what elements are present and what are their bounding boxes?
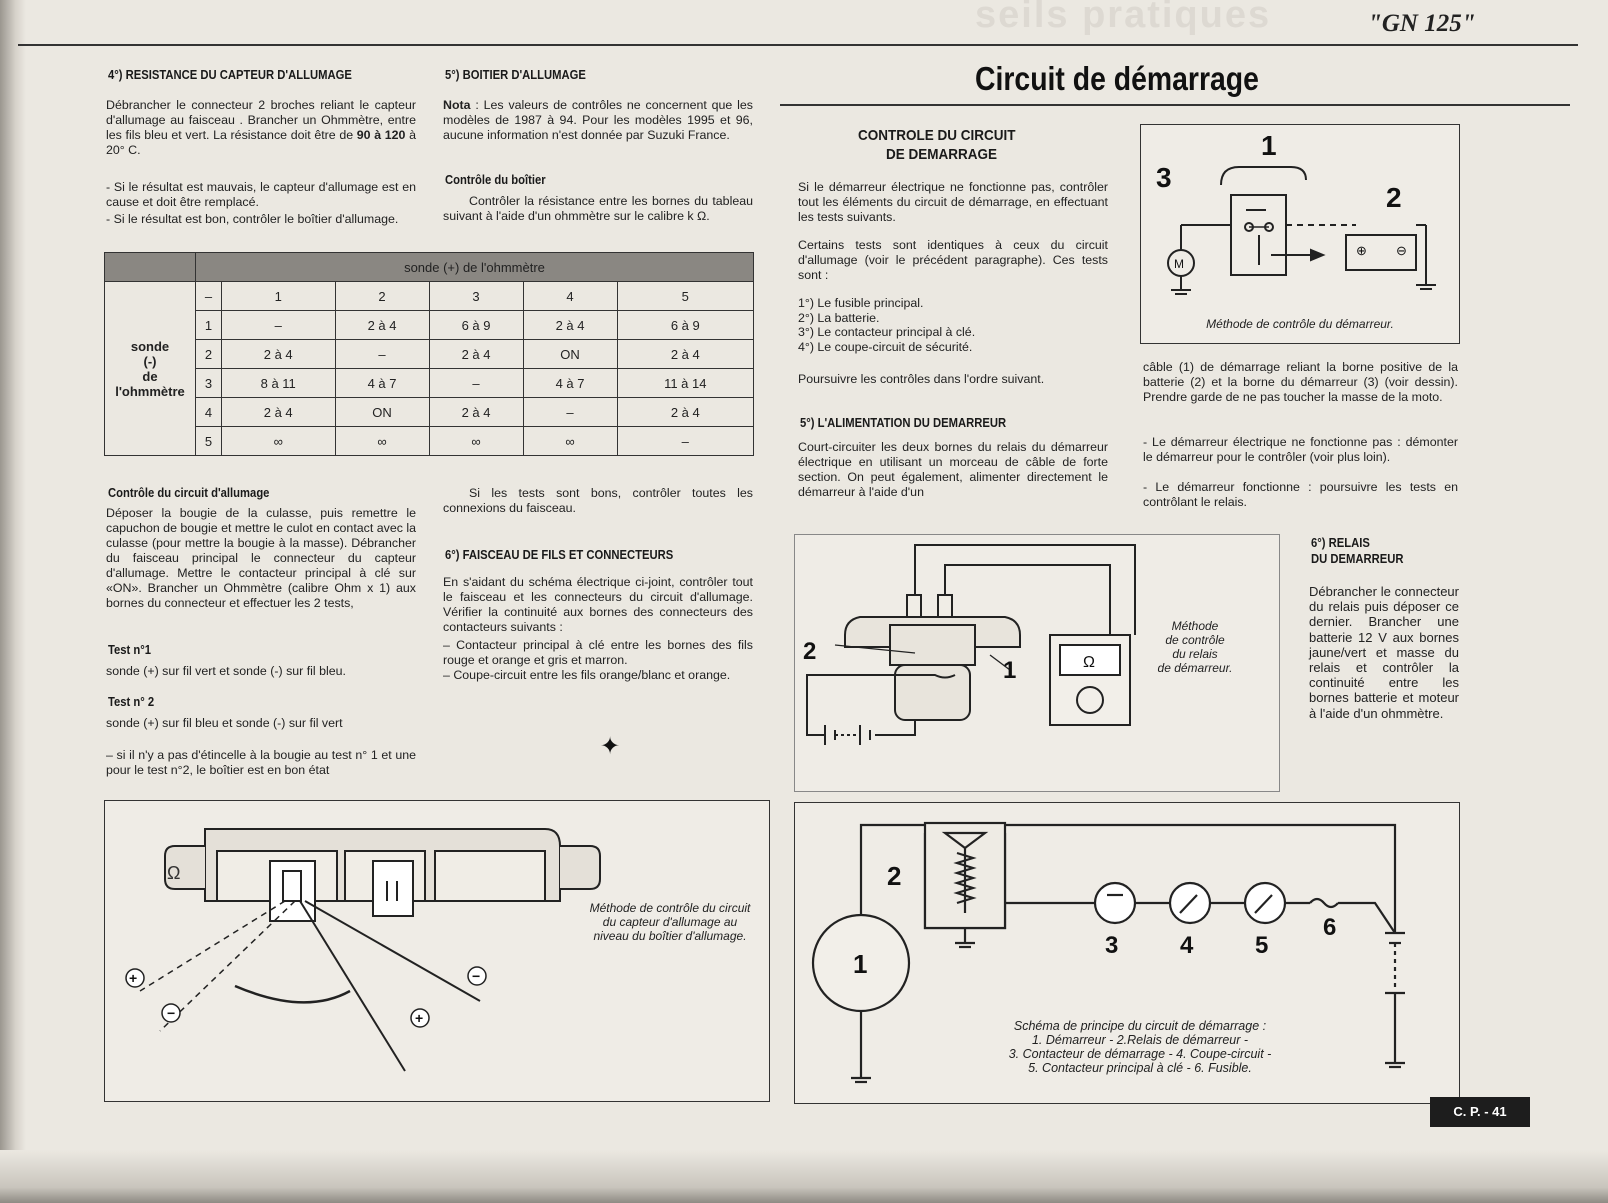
header-rule: [18, 44, 1578, 46]
sec4-p1-bold: 90 à 120: [356, 128, 406, 142]
demarreur-nf-paragraph: - Le démarreur électrique ne fonctionne pas : démonter le démarreur pour le contrôler (voir plus loin).: [1143, 435, 1458, 464]
sec4-heading: 4°) RESISTANCE DU CAPTEUR D'ALLUMAGE: [108, 68, 352, 82]
ctrl-list-item: 2°) La batterie.: [798, 310, 880, 325]
figure-boitier-caption: Méthode de contrôle du circuit du capteur d'allumage au niveau du boîtier d'allumage.: [589, 901, 751, 943]
test2-text: sonde (+) sur fil bleu et sonde (-) sur fil vert: [106, 716, 343, 730]
table-cell: ∞: [523, 427, 617, 456]
sec4-paragraph-1: [106, 98, 416, 158]
figure-demarreur: [1140, 124, 1460, 344]
table-cell: 6 à 9: [429, 311, 523, 340]
table-top-header: sonde (+) de l'ohmmètre: [196, 253, 754, 282]
page-number-badge: C. P. - 41: [1430, 1097, 1530, 1127]
table-cell: 2 à 4: [335, 311, 429, 340]
table-row: [105, 398, 754, 427]
resistance-table: [104, 252, 754, 456]
table-cell: 11 à 14: [617, 369, 753, 398]
ctrl-paragraph-3: Poursuivre les contrôles dans l'ordre suivant.: [798, 372, 1045, 386]
sec5-paragraph: Contrôler la résistance entre les bornes du tableau suivant à l'aide d'un ohmmètre sur le calibre k Ω.: [443, 194, 753, 223]
side-header-line-4: l'ohmmètre: [115, 383, 185, 399]
table-cell: 2 à 4: [523, 311, 617, 340]
table-cell: –: [335, 340, 429, 369]
sec5-nota: [443, 98, 753, 143]
sec5-heading: 5°) BOITIER D'ALLUMAGE: [445, 68, 586, 82]
schema-label-3: 3: [1105, 932, 1119, 959]
alimentation-paragraph: Court-circuiter les deux bornes du relais du démarreur électrique en utilisant un morceau de câble de forte section. On peut également, alimenter directement le démarreur à l'aide d'un: [798, 440, 1108, 499]
table-side-header: [105, 282, 196, 456]
col-header: 4: [523, 282, 617, 311]
sec6-paragraph-3: – Coupe-circuit entre les fils orange/blanc et orange.: [443, 668, 731, 682]
table-row: [105, 369, 754, 398]
nota-text: : Les valeurs de contrôles ne concernent que les modèles de 1987 à 94. Pour les modèles 1995 et 96, aucune information n'est donnée par Suzuki France.: [443, 98, 753, 142]
ctrl-list-item: 3°) Le contacteur principal à clé.: [798, 325, 976, 339]
table-cell: –: [221, 311, 335, 340]
sec6-paragraph-2: – Contacteur principal à clé entre les bornes des fils rouge et orange et gris et marron.: [443, 638, 753, 667]
svg-text:⊖: ⊖: [1396, 243, 1407, 258]
boitier-illustration: [105, 801, 769, 1101]
ctrl-paragraph-1: Si le démarreur électrique ne fonctionne pas, contrôler tout les éléments du circuit de démarrage, en effectuant les tests suivants.: [798, 180, 1108, 224]
schema-caption-line: Schéma de principe du circuit de démarrage :: [1013, 1019, 1267, 1033]
demarreur-diagram: [1141, 125, 1459, 343]
table-cell: –: [429, 369, 523, 398]
relais-label-1: 1: [1003, 657, 1017, 684]
table-cell: 6 à 9: [617, 311, 753, 340]
table-row: [105, 427, 754, 456]
relais-label-2: 2: [803, 638, 817, 665]
schema-caption-line: 3. Contacteur de démarrage - 4. Coupe-circuit -: [1008, 1047, 1272, 1061]
table-cell: 2 à 4: [617, 340, 753, 369]
relais-caption-line: de démarreur.: [1157, 661, 1233, 675]
svg-text:−: −: [167, 1005, 176, 1021]
circuit-allumage-conclusion: – si il n'y a pas d'étincelle à la bougie au test n° 1 et une pour le test n°2, le boîtier est en bon état: [106, 748, 416, 777]
schema-caption-line: 1. Démarreur - 2.Relais de démarreur -: [1031, 1033, 1249, 1047]
boitier-omega-label: Ω: [167, 863, 181, 883]
table-corner: [105, 253, 196, 282]
side-header-line-3: de: [142, 368, 158, 384]
circuit-allumage-paragraph: Déposer la bougie de la culasse, puis remettre le capuchon de bougie et mettre le culot en contact avec la culasse (pour mettre la bougie à la masse). Débrancher du faisceau principal le connecteur du capteur d'allumage. Mettre le contacteur principal à clé sur «ON». Brancher un Ohmmètre (calibre Ohm x 1) aux bornes du connecteur et effectuer les 2 tests,: [106, 506, 416, 610]
ctrl-list: [798, 296, 1108, 354]
relais-caption-line: du relais: [1172, 647, 1218, 661]
ctrl-heading-line-1: CONTROLE DU CIRCUIT: [858, 127, 1016, 144]
ctrl-list-item: 1°) Le fusible principal.: [798, 296, 924, 310]
title-rule: [780, 104, 1570, 106]
book-spine-shadow: [0, 0, 26, 1203]
col-header: 5: [617, 282, 753, 311]
table-cell: ON: [335, 398, 429, 427]
figure-demarreur-caption: Méthode de contrôle du démarreur.: [1206, 317, 1394, 331]
table-cell: 2 à 4: [429, 398, 523, 427]
schema-label-4: 4: [1180, 932, 1194, 959]
sec6-paragraph-1: En s'aidant du schéma électrique ci-joint, contrôler tout le faisceau et les connecteurs du circuit d'allumage. Vérifier la continuité aux bornes des connecteurs des contacteurs suivants :: [443, 575, 753, 634]
svg-text:+: +: [129, 970, 138, 986]
table-row: [105, 311, 754, 340]
svg-text:−: −: [472, 968, 481, 984]
test1-heading: Test n°1: [108, 643, 152, 657]
page-title: Circuit de démarrage: [975, 60, 1259, 97]
model-name: "GN 125": [1368, 10, 1476, 37]
table-cell: 4 à 7: [335, 369, 429, 398]
table-cell: 8 à 11: [221, 369, 335, 398]
test2-heading: Test n° 2: [108, 695, 155, 709]
cable-paragraph: câble (1) de démarrage reliant la borne positive de la batterie (2) et la borne du démarreur (3) (voir dessin). Prendre garde de ne pas toucher la masse de la moto.: [1143, 360, 1458, 404]
sec4-p1-text: Débrancher le connecteur 2 broches reliant le capteur d'allumage au faisceau . Brancher un Ohmmètre, entre les fils bleu et vert. La résistance doit être de: [106, 98, 416, 142]
sec6-heading: 6°) FAISCEAU DE FILS ET CONNECTEURS: [445, 548, 674, 562]
table-cell: ∞: [335, 427, 429, 456]
col-header: 1: [221, 282, 335, 311]
motor-label: M: [1174, 257, 1184, 271]
relais-heading-line-1: 6°) RELAIS: [1311, 536, 1370, 550]
table-cell: 1: [196, 311, 222, 340]
star-ornament: ✦: [600, 733, 621, 760]
relais-omega: Ω: [1083, 654, 1095, 671]
table-cell: 4 à 7: [523, 369, 617, 398]
schema-caption-line: 5. Contacteur principal à clé - 6. Fusible.: [1028, 1061, 1252, 1075]
table-cell: 4: [196, 398, 222, 427]
relais-paragraph: Débrancher le connecteur du relais puis déposer ce dernier. Brancher une batterie 12 V aux bornes jaune/vert et masse du relais et contrôler la continuité entre les bornes batterie et moteur à l'aide d'un ohmmètre.: [1309, 584, 1459, 721]
figure-relais: [794, 534, 1280, 792]
table-cell: 2 à 4: [617, 398, 753, 427]
table-cell: –: [523, 398, 617, 427]
table-cell: ON: [523, 340, 617, 369]
table-cell: 2 à 4: [429, 340, 523, 369]
side-header-line-2: (-): [143, 353, 157, 369]
alimentation-heading: 5°) L'ALIMENTATION DU DEMARREUR: [800, 416, 1007, 430]
sec4-paragraph-3: - Si le résultat est bon, contrôler le boîtier d'allumage.: [106, 212, 399, 226]
table-cell: ∞: [221, 427, 335, 456]
nota-label: Nota: [443, 98, 471, 112]
table-cell: ∞: [429, 427, 523, 456]
sec4-paragraph-2: - Si le résultat est mauvais, le capteur d'allumage est en cause et doit être remplacé.: [106, 180, 416, 209]
ctrl-heading-line-2: DE DEMARRAGE: [886, 146, 998, 163]
relais-caption-line: Méthode: [1171, 619, 1219, 633]
ghost-header-text: seils pratiques: [975, 0, 1272, 36]
schema-label-2: 2: [887, 861, 902, 891]
relais-heading-line-2: DU DEMARREUR: [1311, 552, 1404, 566]
ctrl-list-item: 4°) Le coupe-circuit de sécurité.: [798, 339, 973, 354]
tests-bons-paragraph: Si les tests sont bons, contrôler toutes les connexions du faisceau.: [443, 486, 753, 515]
svg-text:⊕: ⊕: [1356, 243, 1367, 258]
label-1: 1: [1261, 130, 1277, 161]
table-cell: 3: [196, 369, 222, 398]
col-header: –: [196, 282, 222, 311]
label-2: 2: [1386, 182, 1402, 213]
table-cell: 2 à 4: [221, 340, 335, 369]
demarreur-f-paragraph: - Le démarreur fonctionne : poursuivre les tests en contrôlant le relais.: [1143, 480, 1458, 509]
figure-relais-caption: [1135, 619, 1255, 675]
svg-text:+: +: [415, 1010, 424, 1026]
table-cell: 2 à 4: [221, 398, 335, 427]
label-3: 3: [1156, 162, 1172, 193]
circuit-allumage-heading: Contrôle du circuit d'allumage: [108, 486, 270, 500]
schema-label-1: 1: [853, 949, 868, 979]
table-row: [105, 340, 754, 369]
schema-label-5: 5: [1255, 932, 1269, 959]
sec4-p1-post: à 20° C.: [106, 128, 417, 157]
ctrl-paragraph-2: Certains tests sont identiques à ceux du circuit d'allumage (voir le précédent paragraphe). Ces tests sont :: [798, 238, 1108, 282]
figure-boitier-allumage: [104, 800, 770, 1102]
figure-schema-caption: [975, 1019, 1305, 1075]
table-cell: 5: [196, 427, 222, 456]
schema-label-6: 6: [1323, 914, 1337, 941]
table-cell: –: [617, 427, 753, 456]
figure-schema-principe: [794, 802, 1460, 1104]
sec5-sub-heading: Contrôle du boîtier: [445, 173, 546, 187]
table-cell: 2: [196, 340, 222, 369]
test1-text: sonde (+) sur fil vert et sonde (-) sur fil bleu.: [106, 664, 346, 678]
relais-caption-line: de contrôle: [1165, 633, 1225, 647]
col-header: 3: [429, 282, 523, 311]
page-bottom-shadow: [0, 1150, 1608, 1203]
side-header-line-1: sonde: [130, 338, 170, 354]
col-header: 2: [335, 282, 429, 311]
